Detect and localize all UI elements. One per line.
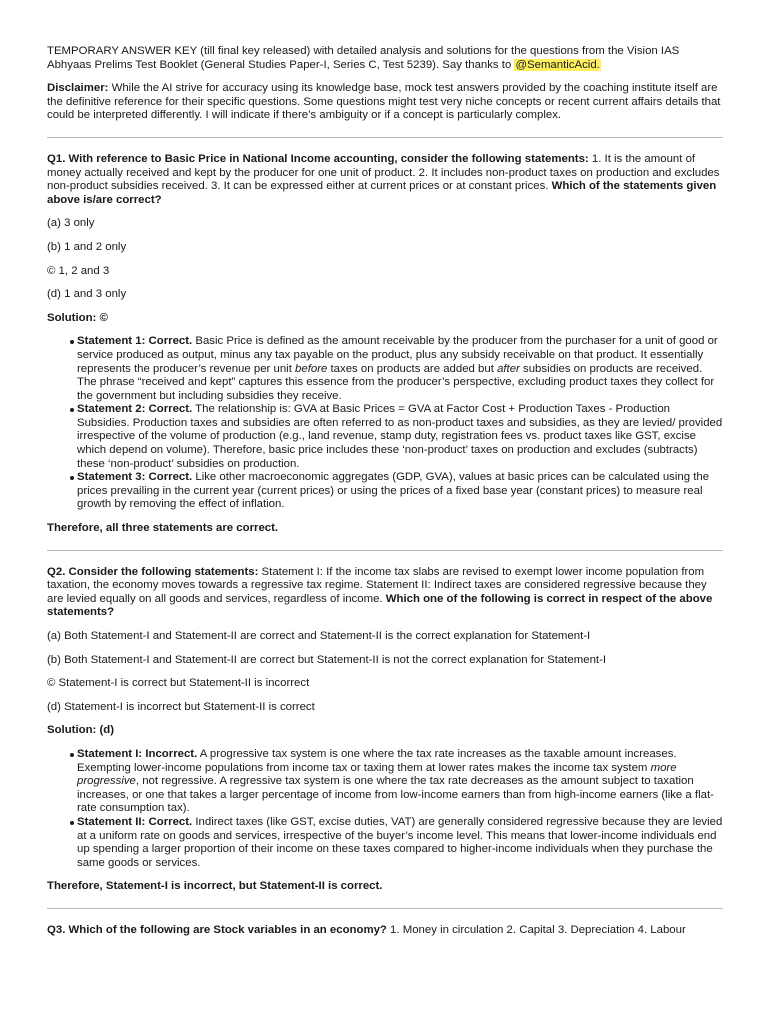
q2-statement-2-explanation — [77, 816, 723, 870]
question-1-heading: Q1. With reference to Basic Price in National Income accounting, consider the following statements: — [47, 152, 589, 165]
q2-option-b: (b) Both Statement-I and Statement-II are correct but Statement-II is not the correct explanation for Statement-I — [47, 653, 607, 666]
q1-statement-1-text-3: subsidies on products are received. The phrase “received and kept” captures this essence from the producer’s perspective, excluding product taxes they collect for the government but including subsidies they receive. — [77, 362, 715, 402]
author-mention: @SemanticAcid. — [515, 58, 600, 71]
q1-statement-1-label: Statement 1: Correct. — [77, 335, 193, 348]
answer-key-content — [47, 45, 723, 948]
question-3-heading: Q3. Which of the following are Stock variables in an economy? — [47, 923, 387, 936]
question-3-text — [47, 924, 723, 938]
q1-statement-1-explanation — [77, 335, 723, 403]
q1-solution: Solution: © — [47, 311, 108, 324]
q2-statement-1-explanation — [77, 748, 723, 816]
section-divider — [47, 137, 723, 138]
q2-emphasis-more-progressive: more progressive — [77, 761, 677, 788]
disclaimer-text: While the AI strive for accuracy using its knowledge base, mock test answers provided by the coaching institute itself are the definitive reference for their specific questions. Some questions might test very niche concepts or recent current affairs details that could be interpreted differently. I will indicate if there’s ambiguity or if a concept is particularly complex. — [47, 82, 721, 122]
section-divider — [47, 908, 723, 909]
section-divider — [47, 550, 723, 551]
question-2-heading: Q2. Consider the following statements: — [47, 565, 259, 578]
disclaimer-label: Disclaimer: — [47, 82, 109, 95]
q1-option-a: (a) 3 only — [47, 217, 95, 230]
q2-option-c: © Statement-I is correct but Statement-II is incorrect — [47, 677, 310, 690]
q2-statement-2-text: Indirect taxes (like GST, excise duties, VAT) are generally considered regressive because they are levied at a uniform rate on goods and services, irrespective of the buyer’s income level. This means that lower-income individuals end up spending a larger proportion of their income on these taxes compared to higher-income individuals when they purchase the same goods or services. — [77, 815, 723, 869]
intro-paragraph — [47, 45, 723, 72]
question-1-body: 1. It is the amount of money actually received and kept by the producer for one unit of product. 2. It includes non-product taxes on production and excludes non-product subsidies received. 3. It can be expressed either at current prices or at constant prices. — [47, 152, 720, 193]
q1-statement-1-text: Basic Price is defined as the amount receivable by the producer from the purchaser for a unit of good or service produced as output, minus any tax payable on the product, plus any subsidy receivable on that product. It essentially represents the producer’s revenue per unit — [77, 335, 718, 375]
q2-option-a: (a) Both Statement-I and Statement-II are correct and Statement-II is the correct explanation for Statement-I — [47, 630, 591, 642]
question-2-ask: Which one of the following is correct in respect of the above statements? — [47, 592, 713, 619]
question-1-text — [47, 153, 723, 207]
q1-statement-3-label: Statement 3: Correct. — [77, 471, 193, 484]
question-2-body: Statement I: If the income tax slabs are revised to exempt lower income population from taxation, the economy moves towards a regressive tax regime. Statement II: Indirect taxes are considered regressive because they are levied equally on all goods and services, regardless of income. — [47, 565, 707, 605]
q1-emphasis-before: before — [295, 362, 328, 375]
disclaimer-paragraph — [47, 82, 723, 123]
question-1-ask: Which of the statements given above is/are correct? — [47, 180, 717, 206]
q2-statement-2-label: Statement II: Correct. — [77, 815, 193, 828]
q2-statement-1-text: A progressive tax system is one where the tax rate increases as the taxable amount increases. Exempting lower-income populations from income tax or taxing them at lower rates makes the income tax system — [77, 747, 677, 774]
intro-text: TEMPORARY ANSWER KEY (till final key released) with detailed analysis and solutions for the questions from the Vision IAS Abhyaas Prelims Test Booklet (General Studies Paper-I, Series C, Test 5239). Say thanks to — [47, 45, 680, 71]
q1-option-d: (d) 1 and 3 only — [47, 288, 127, 301]
q1-statement-2-text: The relationship is: GVA at Basic Prices = GVA at Factor Cost + Production Taxes - Production Subsidies. Production taxes and subsidies are often referred to as non-product taxes and subsidies, as they are levied/ provided irrespective of the volume of production (e.g., land revenue, stamp duty, registration fees vs. product taxes like GST, excise which depend on volume). Therefore, basic price includes these ‘non-product’ taxes on production and excludes (subtracts) these ‘non-product’ subsidies on production. — [77, 403, 723, 470]
q1-statement-1-text-2: taxes on products are added but — [327, 362, 498, 375]
question-3 — [47, 924, 723, 938]
q1-conclusion: Therefore, all three statements are correct. — [47, 522, 279, 535]
q1-statement-3-explanation — [77, 471, 723, 512]
q1-emphasis-after: after — [497, 362, 520, 375]
q2-statement-1-text-2: , not regressive. A regressive tax system is one where the tax rate decreases as the amount subject to taxation increases, or one that takes a larger percentage of income from low-income earners than from high-income earners (like a flat-rate consumption tax). — [77, 775, 714, 815]
q2-solution: Solution: (d) — [47, 724, 115, 737]
q1-statement-3-text: Like other macroeconomic aggregates (GDP, GVA), values at basic prices can be calculated using the prices prevailing in the current year (current prices) or using the prices of a fixed base year (constant prices) to measure real growth by removing the effect of inflation. — [77, 471, 710, 511]
q1-explanation-list — [47, 335, 723, 512]
q1-option-b: (b) 1 and 2 only — [47, 240, 127, 253]
q1-statement-2-label: Statement 2: Correct. — [77, 403, 193, 416]
q2-option-d: (d) Statement-I is incorrect but Statement-II is correct — [47, 700, 315, 713]
q2-conclusion: Therefore, Statement-I is incorrect, but Statement-II is correct. — [47, 880, 383, 893]
q2-statement-1-label: Statement I: Incorrect. — [77, 747, 198, 760]
q2-explanation-list — [47, 748, 723, 870]
q1-statement-2-explanation — [77, 403, 723, 471]
question-2 — [47, 566, 723, 894]
question-1 — [47, 153, 723, 536]
question-3-body: 1. Money in circulation 2. Capital 3. Depreciation 4. Labour — [386, 923, 686, 936]
q1-option-c: © 1, 2 and 3 — [47, 264, 110, 277]
question-2-text — [47, 566, 723, 620]
